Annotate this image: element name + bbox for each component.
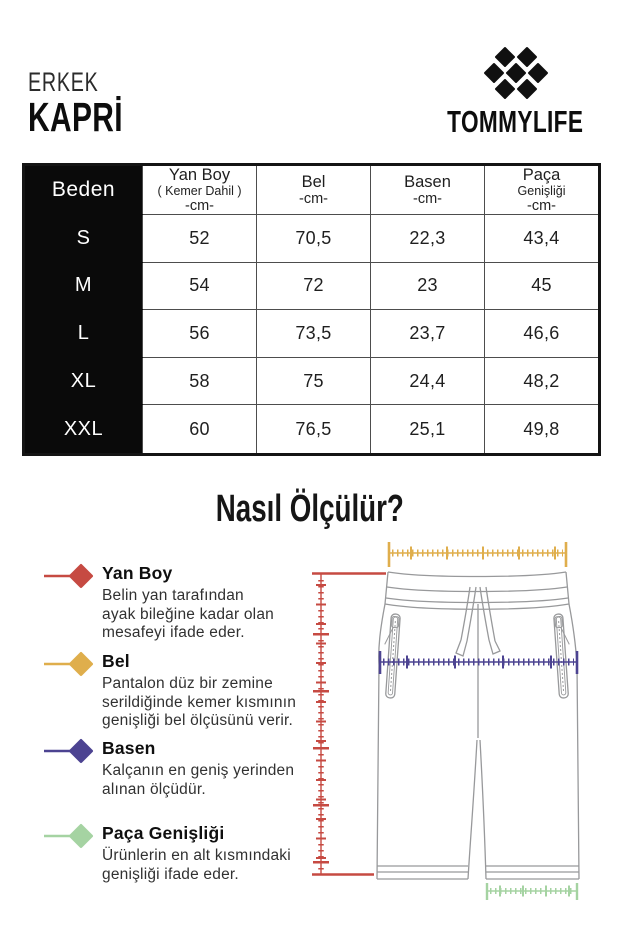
column-header-paca: Paça Genişliği -cm- <box>485 165 600 215</box>
value-cell: 73,5 <box>257 310 371 358</box>
legend-description: Belin yan tarafından ayak bileğine kadar olan mesafeyi ifade eder. <box>102 587 274 642</box>
measurement-diagram <box>295 535 605 920</box>
bel-diamond-icon <box>42 651 94 677</box>
size-cell: XL <box>24 357 143 405</box>
value-cell: 76,5 <box>257 405 371 455</box>
column-header-basen: Basen -cm- <box>371 165 485 215</box>
value-cell: 24,4 <box>371 357 485 405</box>
size-cell: L <box>24 310 143 358</box>
value-cell: 60 <box>143 405 257 455</box>
value-cell: 75 <box>257 357 371 405</box>
value-cell: 22,3 <box>371 215 485 263</box>
legend-item-yan-boy <box>42 562 322 643</box>
product-label: KAPRİ <box>28 94 123 140</box>
yan-boy-ruler <box>312 574 386 875</box>
category-label: ERKEK <box>28 67 99 97</box>
legend-item-basen <box>42 737 322 799</box>
value-cell: 49,8 <box>485 405 600 455</box>
legend-description: Kalçanın en geniş yerinden alınan ölçüdür. <box>102 762 295 798</box>
value-cell: 48,2 <box>485 357 600 405</box>
product-heading <box>28 67 158 140</box>
yan-boy-diamond-icon <box>42 563 94 589</box>
table-row <box>24 405 600 455</box>
column-header-yan-boy: Yan Boy ( Kemer Dahil ) -cm- <box>143 165 257 215</box>
value-cell: 45 <box>485 262 600 310</box>
value-cell: 70,5 <box>257 215 371 263</box>
table-row <box>24 357 600 405</box>
table-row <box>24 262 600 310</box>
value-cell: 23 <box>371 262 485 310</box>
size-table <box>22 163 601 456</box>
legend-item-bel <box>42 650 322 731</box>
paca-ruler <box>487 883 577 900</box>
legend-title: Bel <box>102 651 130 671</box>
value-cell: 58 <box>143 357 257 405</box>
size-cell: XXL <box>24 405 143 455</box>
paca-diamond-icon <box>42 823 94 849</box>
basen-diamond-icon <box>42 738 94 764</box>
value-cell: 43,4 <box>485 215 600 263</box>
value-cell: 52 <box>143 215 257 263</box>
brand-block <box>430 46 600 140</box>
size-cell: M <box>24 262 143 310</box>
table-row <box>24 310 600 358</box>
legend-title: Yan Boy <box>102 563 173 583</box>
value-cell: 72 <box>257 262 371 310</box>
column-header-bel: Bel -cm- <box>257 165 371 215</box>
legend-item-paca-genisligi <box>42 822 322 884</box>
capri-pants-figure <box>377 572 579 879</box>
legend-title: Basen <box>102 738 156 758</box>
brand-logo-diamonds-icon <box>479 46 551 102</box>
table-corner-header: Beden <box>24 165 143 215</box>
value-cell: 23,7 <box>371 310 485 358</box>
table-row <box>24 215 600 263</box>
legend-title: Paça Genişliği <box>102 823 225 843</box>
size-cell: S <box>24 215 143 263</box>
legend-description: Pantalon düz bir zemine serildiğinde kemer kısmının genişliği bel ölçüsünü verir. <box>102 675 297 730</box>
section-title: Nasıl Ölçülür? <box>215 488 405 530</box>
legend-description: Ürünlerin en alt kısmındaki genişliği ifade eder. <box>102 847 291 883</box>
value-cell: 46,6 <box>485 310 600 358</box>
value-cell: 25,1 <box>371 405 485 455</box>
bel-ruler <box>389 542 566 567</box>
value-cell: 56 <box>143 310 257 358</box>
value-cell: 54 <box>143 262 257 310</box>
brand-name: TOMMYLIFE <box>446 104 584 139</box>
